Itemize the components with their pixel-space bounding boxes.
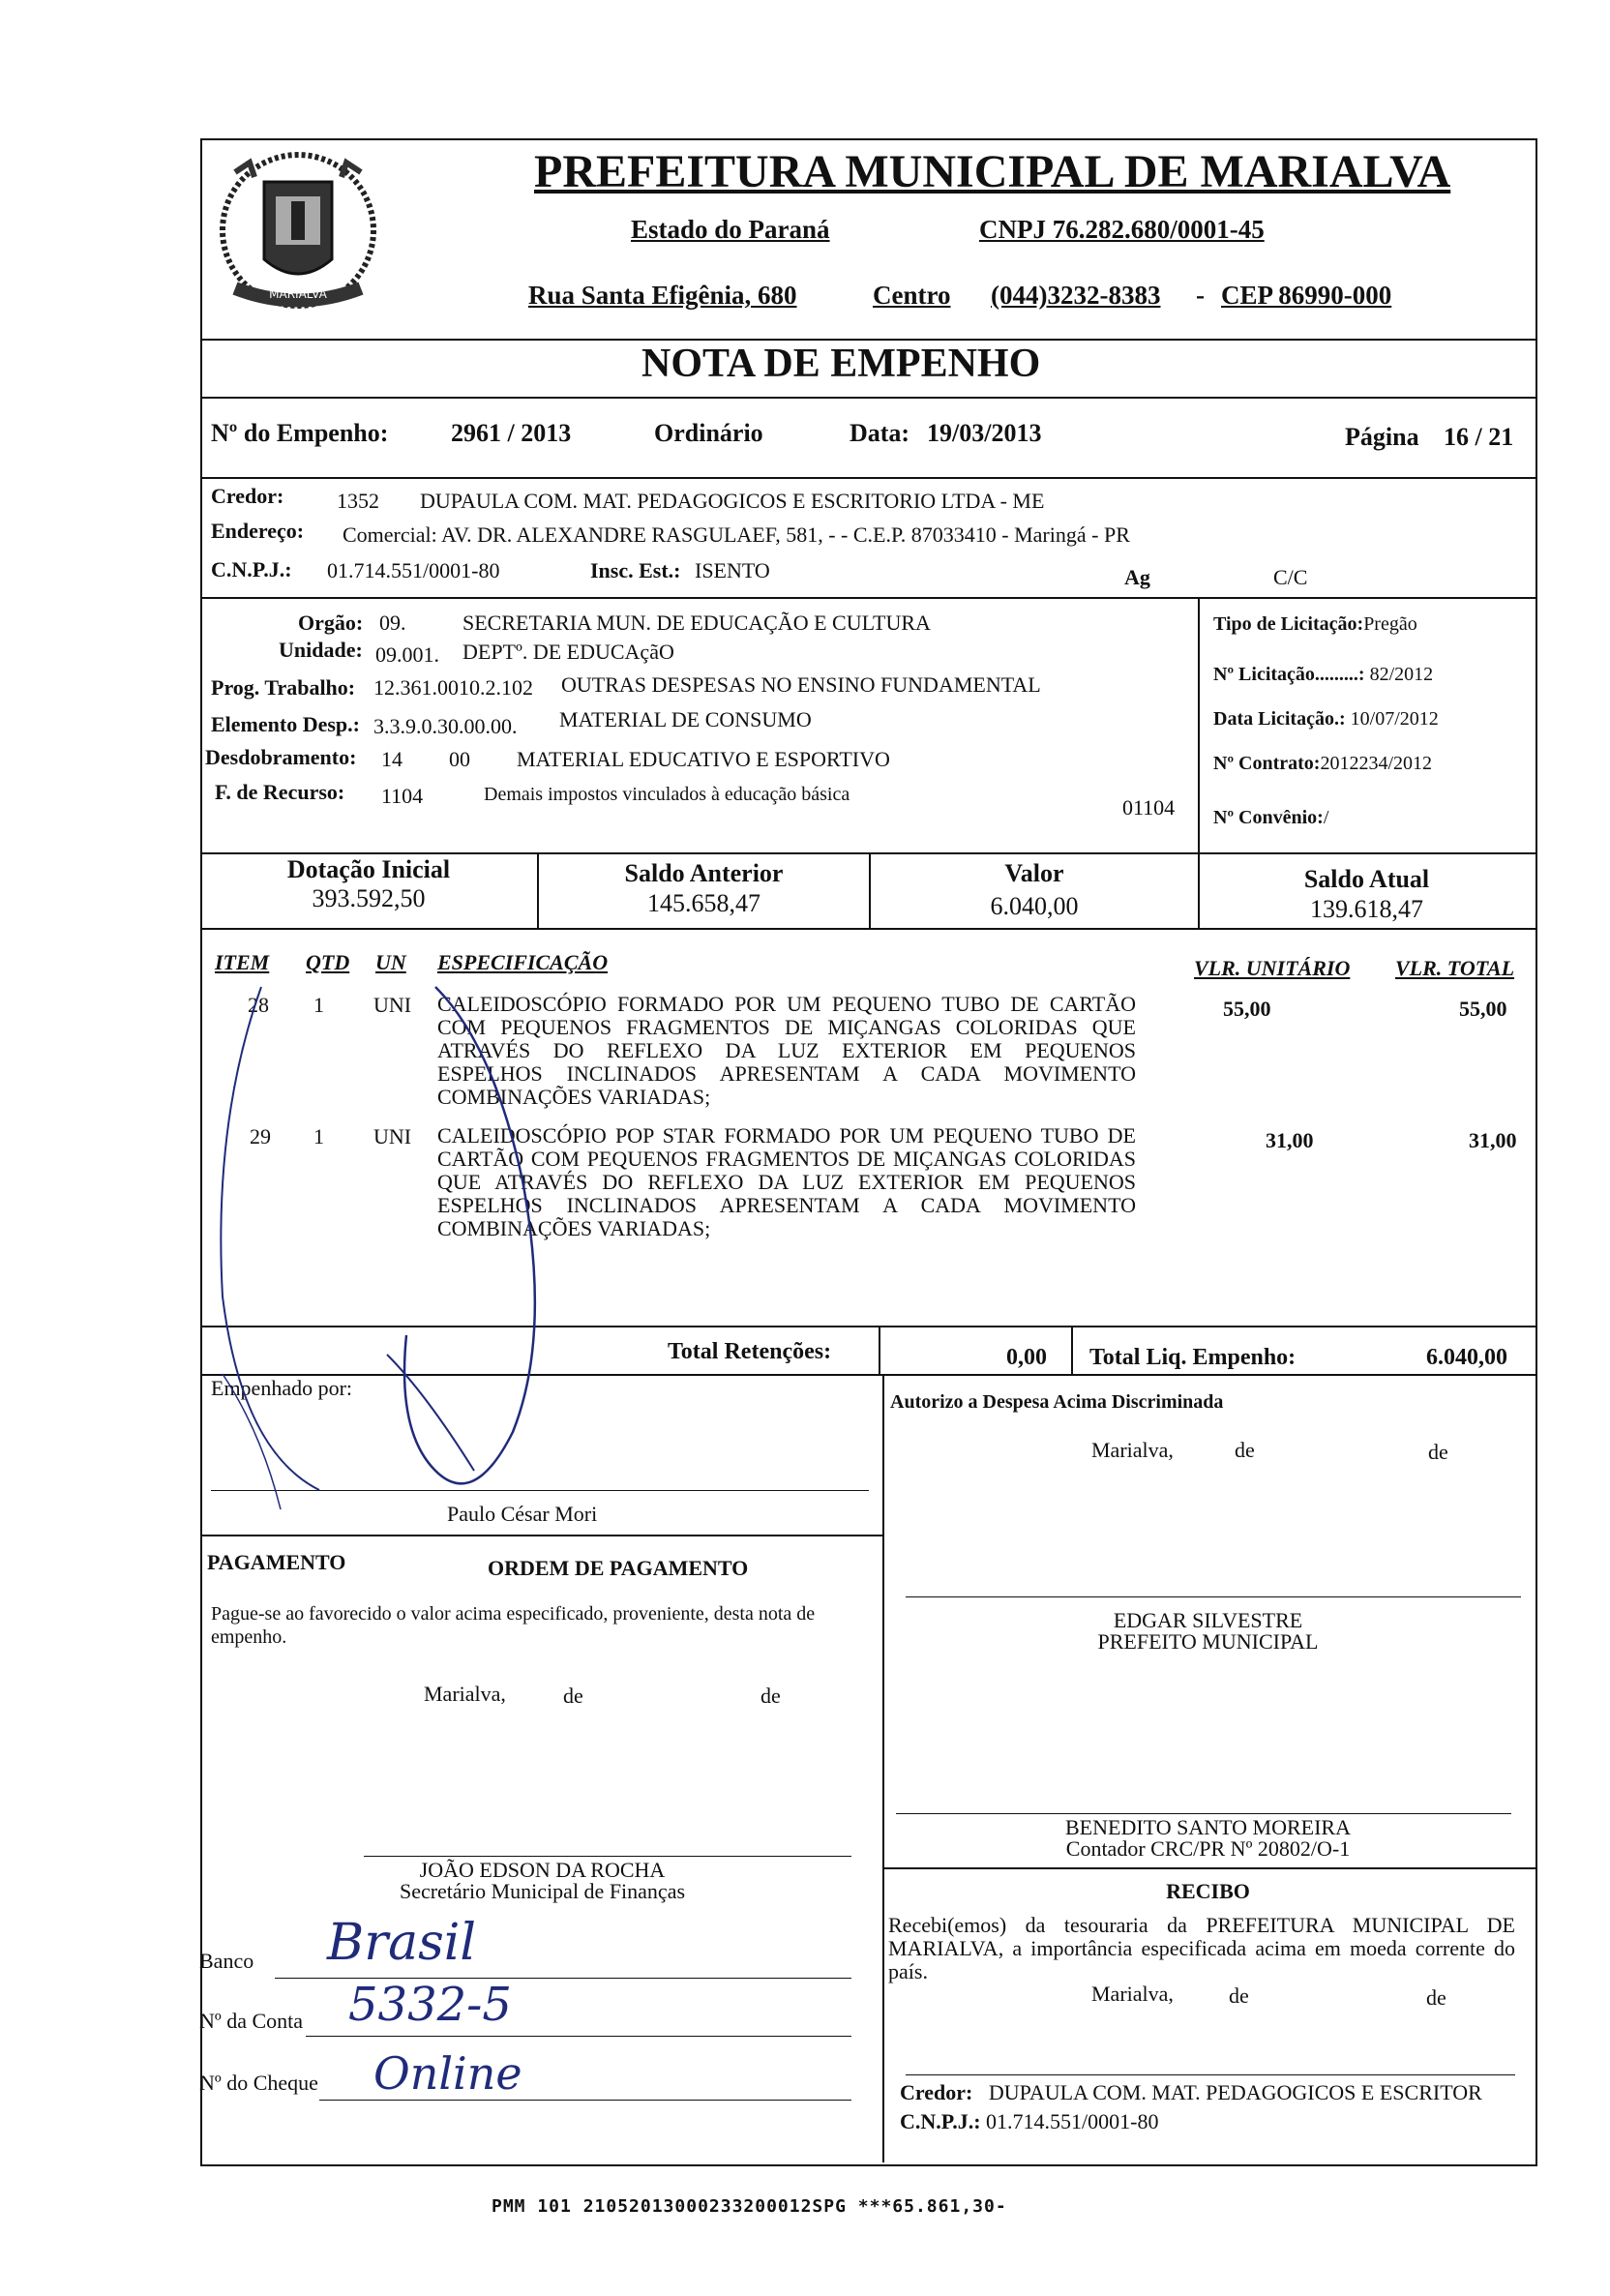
desdob-label: Desdobramento: (205, 745, 357, 769)
cheque-handwritten: Online (373, 2047, 522, 2100)
unidade-label: Unidade: (279, 638, 363, 662)
secretario-title: Secretário Municipal de Finanças (399, 1879, 686, 1903)
licitacao-data: Data Licitação.: 10/07/2012 (1213, 708, 1439, 730)
recibo-text: Recebi(emos) da tesouraria da PREFEITURA MUNICIPAL DE MARIALVA, a importância especificada acima em moeda corrente do país. (888, 1913, 1515, 1983)
saldo-anterior-value: 145.658,47 (647, 889, 760, 917)
cep: CEP 86990-000 (1221, 281, 1392, 310)
recurso-code: 1104 (381, 784, 424, 808)
item-number: 29 (250, 1124, 271, 1148)
street: Rua Santa Efigênia, 680 (528, 281, 797, 310)
autorizo-de-2: de (1428, 1440, 1448, 1464)
conta-label: Nº da Conta (199, 2009, 304, 2033)
recurso-name: Demais impostos vinculados à educação básica (484, 784, 850, 805)
recibo-de-2: de (1426, 1985, 1446, 2010)
col-un: UN (375, 950, 406, 974)
dash: - (1196, 281, 1205, 310)
ag-label: Ag (1124, 565, 1150, 589)
item-total-value: 55,00 (1459, 997, 1507, 1021)
autorizo-place: Marialva, (1091, 1438, 1174, 1462)
municipal-seal (206, 143, 390, 327)
recurso-extra: 01104 (1122, 795, 1176, 820)
ordem-label: ORDEM DE PAGAMENTO (488, 1556, 749, 1580)
page-label: Página (1345, 423, 1419, 451)
item-number: 28 (248, 993, 269, 1017)
empenho-date-label: Data: (850, 419, 910, 447)
col-total: VLR. TOTAL (1395, 956, 1515, 980)
item-unit-value: 31,00 (1266, 1128, 1314, 1152)
licitacao-tipo: Tipo de Licitação:Pregão (1213, 613, 1417, 635)
cc-label: C/C (1273, 565, 1308, 589)
item-un: UNI (373, 993, 412, 1017)
item-qtd: 1 (313, 993, 324, 1017)
unidade-name: DEPTº. DE EDUCAçãO (462, 640, 674, 664)
empenho-date: 19/03/2013 (927, 419, 1042, 447)
dotacao-value: 393.592,50 (312, 884, 426, 912)
prog-label: Prog. Trabalho: (211, 675, 356, 700)
credor-code: 1352 (337, 489, 379, 513)
cheque-label: Nº do Cheque (199, 2071, 318, 2095)
secretario-name: JOÃO EDSON DA ROCHA (419, 1858, 666, 1882)
ordem-de-1: de (563, 1684, 583, 1708)
pagamento-label: PAGAMENTO (207, 1550, 346, 1574)
recibo-de-1: de (1229, 1983, 1249, 2008)
desdob-name: MATERIAL EDUCATIVO E ESPORTIVO (517, 747, 890, 771)
unidade-code: 09.001. (375, 642, 439, 667)
col-qtd: QTD (306, 950, 350, 974)
desdob-a: 14 (381, 747, 402, 771)
elemento-name: MATERIAL DE CONSUMO (559, 707, 812, 731)
header-cnpj: CNPJ 76.282.680/0001-45 (979, 215, 1265, 244)
phone: (044)3232-8383 (991, 281, 1161, 310)
address-label: Endereço: (211, 519, 305, 543)
col-unit: VLR. UNITÁRIO (1194, 956, 1351, 980)
prog-code: 12.361.0010.2.102 (373, 675, 533, 700)
liquido-value: 6.040,00 (1426, 1345, 1507, 1370)
valor-value: 6.040,00 (990, 892, 1079, 920)
saldo-atual-value: 139.618,47 (1310, 895, 1423, 923)
dotacao-label: Dotação Inicial (286, 855, 451, 883)
autorizo-de-1: de (1235, 1438, 1255, 1462)
retencoes-label: Total Retenções: (668, 1339, 832, 1364)
prefeito-name: EDGAR SILVESTRE (1113, 1608, 1303, 1632)
district: Centro (873, 281, 951, 310)
credor-cnpj-label: C.N.P.J.: (211, 557, 292, 581)
credor-address: Comercial: AV. DR. ALEXANDRE RASGULAEF, 581, - - C.E.P. 87033410 - Maringá - PR (343, 522, 1130, 547)
convenio: Nº Convênio:/ (1213, 807, 1329, 828)
autorizo-text: Autorizo a Despesa Acima Discriminada (890, 1391, 1224, 1413)
credor-label: Credor: (211, 484, 284, 508)
credor-footer: Credor: DUPAULA COM. MAT. PEDAGOGICOS E ESCRITOR (900, 2080, 1482, 2104)
empenhado-name: Paulo César Mori (447, 1502, 598, 1526)
banco-label: Banco (199, 1949, 254, 1973)
valor-label: Valor (1004, 859, 1064, 887)
prefeito-title: PREFEITO MUNICIPAL (1097, 1629, 1319, 1654)
contador-name: BENEDITO SANTO MOREIRA (1065, 1815, 1351, 1839)
footer-code: PMM 101 21052013000233200012SPG ***65.861,30- (492, 2196, 1007, 2217)
contrato: Nº Contrato:2012234/2012 (1213, 753, 1433, 774)
retencoes-value: 0,00 (1006, 1345, 1047, 1370)
recibo-place: Marialva, (1091, 1982, 1174, 2006)
orgao-code: 09. (379, 611, 406, 635)
cnpj-footer: C.N.P.J.: 01.714.551/0001-80 (900, 2109, 1159, 2133)
item-qtd: 1 (313, 1124, 324, 1148)
desdob-b: 00 (449, 747, 470, 771)
licitacao-numero: Nº Licitação.........: 82/2012 (1213, 664, 1434, 685)
empenhado-label: Empenhado por: (211, 1376, 353, 1400)
doc-title: NOTA DE EMPENHO (641, 342, 1041, 386)
page-number: 16 / 21 (1444, 423, 1514, 451)
handwritten-signature (203, 929, 629, 1529)
org-name: PREFEITURA MUNICIPAL DE MARIALVA (534, 146, 1451, 197)
credor-cnpj: 01.714.551/0001-80 (327, 558, 500, 582)
orgao-name: SECRETARIA MUN. DE EDUCAÇÃO E CULTURA (462, 611, 931, 635)
conta-handwritten: 5332-5 (348, 1978, 512, 2032)
pague-text: Pague-se ao favorecido o valor acima especificado, proveniente, desta nota de empenho. (211, 1603, 816, 1648)
prog-name: OUTRAS DESPESAS NO ENSINO FUNDAMENTAL (561, 672, 1041, 697)
empenho-type: Ordinário (654, 419, 763, 447)
contador-title: Contador CRC/PR Nº 20802/O-1 (1065, 1836, 1351, 1861)
item-un: UNI (373, 1124, 412, 1148)
elemento-code: 3.3.9.0.30.00.00. (373, 714, 518, 738)
saldo-atual-label: Saldo Atual (1303, 865, 1430, 893)
orgao-label: Orgão: (298, 611, 364, 635)
item-unit-value: 55,00 (1223, 997, 1271, 1021)
state-name: Estado do Paraná (631, 215, 830, 244)
empenho-number-label: Nº do Empenho: (211, 419, 389, 447)
liquido-label: Total Liq. Empenho: (1089, 1345, 1297, 1370)
banco-handwritten: Brasil (327, 1914, 477, 1972)
col-spec: ESPECIFICAÇÃO (437, 950, 609, 974)
item-description: CALEIDOSCÓPIO POP STAR FORMADO POR UM PEQUENO TUBO DE CARTÃO COM PEQUENOS FRAGMENTOS DE MIÇANGAS COLORIDAS QUE ATRAVÉS DO REFLEXO DA LUZ EXTERIOR EM PEQUENOS ESPELHOS INCLINADOS APRESENTAM A CADA MOVIMENTO COMBINAÇÕES VARIADAS; (437, 1123, 1136, 1240)
recurso-label: F. de Recurso: (215, 780, 345, 804)
ordem-place: Marialva, (424, 1682, 506, 1706)
item-description: CALEIDOSCÓPIO FORMADO POR UM PEQUENO TUBO DE CARTÃO COM PEQUENOS FRAGMENTOS DE MIÇANGAS COLORIDAS QUE ATRAVÉS DO REFLEXO DA LUZ EXTERIOR EM PEQUENOS ESPELHOS INCLINADOS APRESENTAM A CADA MOVIMENTO COMBINAÇÕES VARIADAS; (437, 992, 1136, 1109)
elemento-label: Elemento Desp.: (211, 712, 360, 736)
ie-label: Insc. Est.: (590, 558, 681, 582)
credor-name: DUPAULA COM. MAT. PEDAGOGICOS E ESCRITORIO LTDA - ME (420, 489, 1045, 513)
ordem-de-2: de (760, 1684, 781, 1708)
ie-value: ISENTO (695, 558, 770, 582)
recibo-title: RECIBO (1166, 1879, 1250, 1903)
saldo-anterior-label: Saldo Anterior (624, 859, 784, 887)
svg-text:MARIALVA: MARIALVA (269, 287, 327, 301)
item-total-value: 31,00 (1469, 1128, 1517, 1152)
col-item: ITEM (215, 950, 270, 974)
empenho-number: 2961 / 2013 (451, 419, 572, 447)
